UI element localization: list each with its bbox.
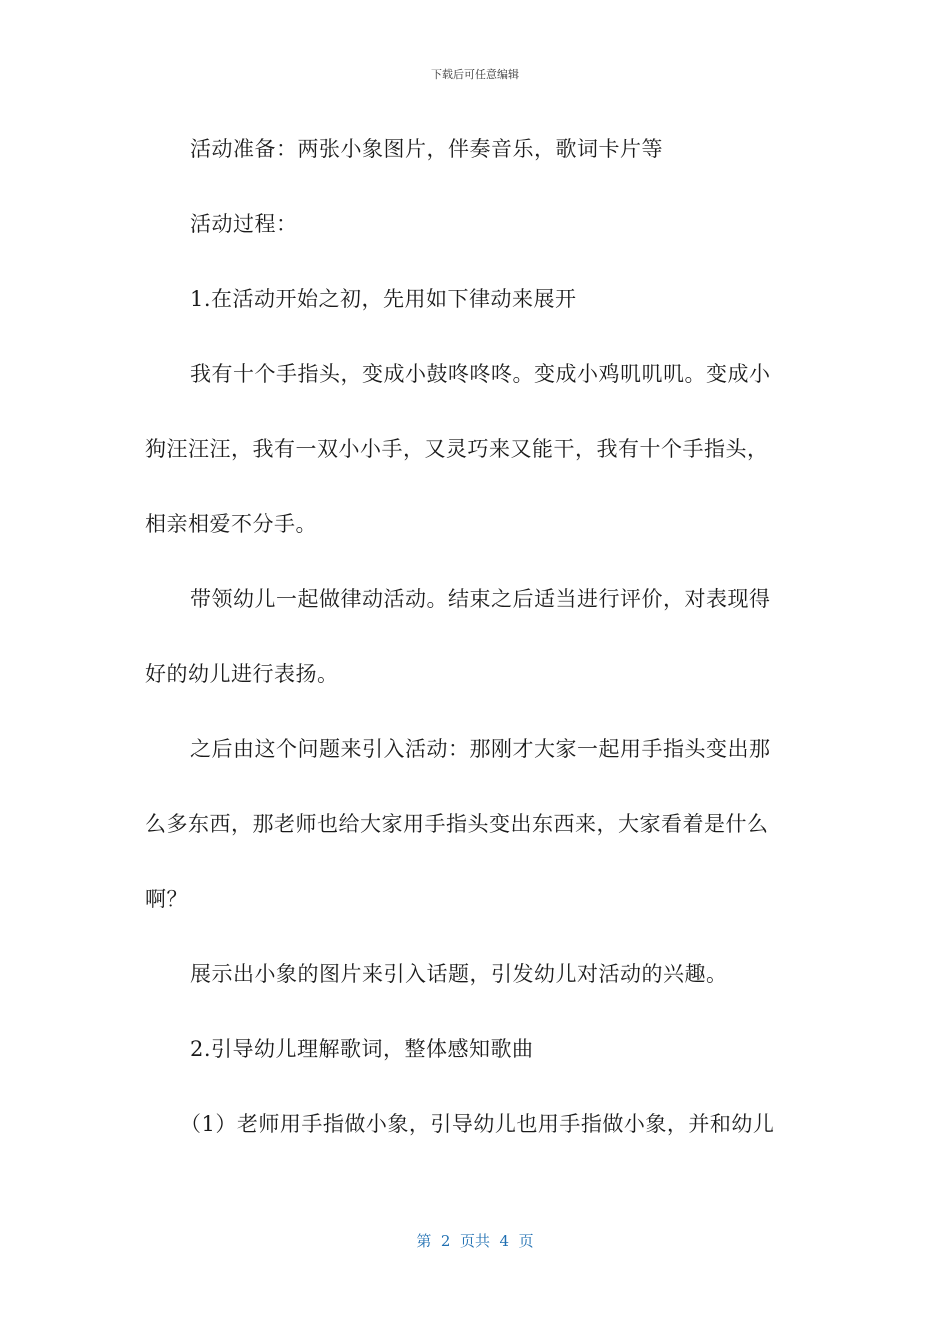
text-line-lead-1: 带领幼儿一起做律动活动。结束之后适当进行评价，对表现得 — [190, 587, 771, 611]
text-line-rhyme-1: 我有十个手指头，变成小鼓咚咚咚。变成小鸡叽叽叽。变成小 — [190, 362, 771, 386]
text-line-process-heading: 活动过程： — [190, 212, 298, 236]
text-line-substep-1: （1）老师用手指做小象，引导幼儿也用手指做小象，并和幼儿 — [180, 1112, 775, 1136]
text-line-lead-2: 好的幼儿进行表扬。 — [145, 662, 339, 686]
page-number-footer: 第 2 页共 4 页 — [416, 1232, 534, 1250]
header-note: 下载后可任意编辑 — [431, 68, 519, 81]
text-line-intro-3: 啊？ — [145, 887, 188, 911]
text-line-step-1: 1.在活动开始之初，先用如下律动来展开 — [190, 287, 577, 311]
text-line-intro-1: 之后由这个问题来引入活动：那刚才大家一起用手指头变出那 — [190, 737, 771, 761]
text-line-prep: 活动准备：两张小象图片，伴奏音乐，歌词卡片等 — [190, 137, 663, 161]
text-line-rhyme-2: 狗汪汪汪，我有一双小小手，又灵巧来又能干，我有十个手指头， — [145, 437, 769, 461]
text-line-intro-2: 么多东西，那老师也给大家用手指头变出东西来，大家看着是什么 — [145, 812, 769, 836]
text-line-step-2: 2.引导幼儿理解歌词，整体感知歌曲 — [190, 1037, 534, 1061]
text-line-rhyme-3: 相亲相爱不分手。 — [145, 512, 317, 536]
text-line-show-picture: 展示出小象的图片来引入话题，引发幼儿对活动的兴趣。 — [190, 962, 728, 986]
